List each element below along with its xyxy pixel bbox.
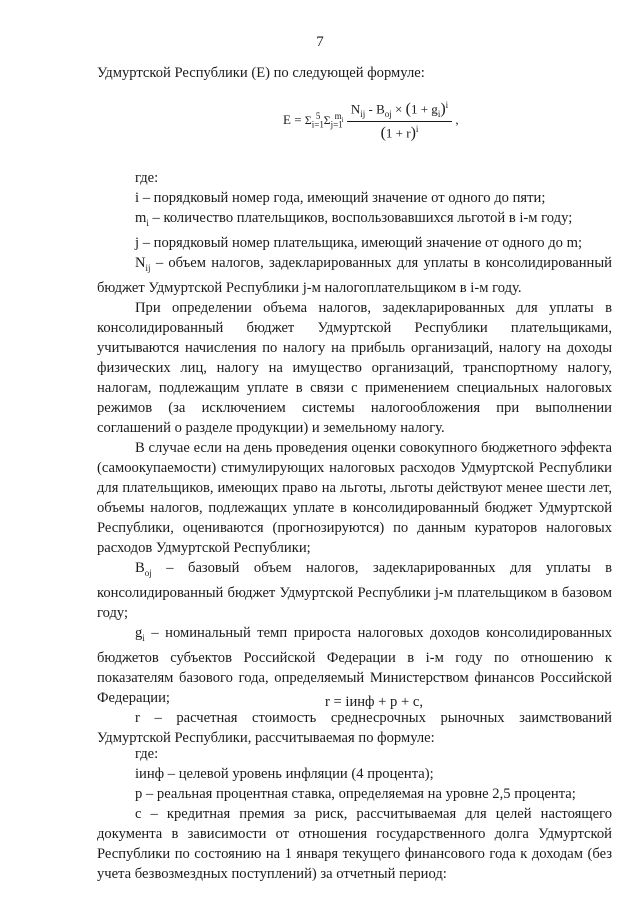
formula-e-fraction — [347, 100, 452, 142]
formula-e-comma: , — [455, 112, 459, 128]
definitions-block-2 — [97, 744, 612, 884]
formula-e-lhs: E = — [283, 112, 302, 128]
definition-p: p – реальная процентная ставка, определяемая на уровне 2,5 процента; — [135, 786, 576, 802]
formula-e — [283, 100, 459, 142]
definition-c: c – кредитная премия за риск, рассчитываемая для целей настоящего документа в зависимости от отношения государственного долга Удмуртской Республики по состоянию на 1 января текущего финансового года к доходам (без учета безвозмездных поступлений) за отчетный период: — [97, 806, 612, 882]
intro-line: Удмуртской Республики (Е) по следующей формуле: — [97, 65, 425, 81]
definition-m: $m_i$ – количество плательщиков, воспользовавшихся льготой в i-м году; — [135, 210, 573, 228]
definition-iinf: iинф – целевой уровень инфляции (4 процента); — [135, 766, 434, 782]
definition-g: $g_i$ – номинальный темп прироста налоговых доходов консолидированных бюджетов субъектов Российской Федерации в i-м году по отношению к показателям базового года, определяемый Министерством финансов Российской Федерации; — [97, 624, 612, 706]
definition-r: r – расчетная стоимость среднесрочных рыночных заимствований Удмуртской Республики, рассчитываемая по формуле: — [97, 709, 612, 746]
definition-i: i – порядковый номер года, имеющий значение от одного до пяти; — [135, 190, 546, 206]
definitions-block-1 — [97, 168, 612, 748]
definition-n: $N_{ij}$ – объем налогов, задекларированных для уплаты в консолидированный бюджет Удмуртской Республики j-м налогоплательщиком в i-м году. — [97, 254, 612, 296]
formula-r: r = iинф + p + c, — [325, 694, 423, 710]
formula-e-numerator: $N_{ij} - B_{oj} \times (1 + g_i)^i$ — [347, 100, 452, 122]
definition-j: j – порядковый номер плательщика, имеющий значение от одного до m; — [135, 234, 582, 251]
formula-e-sum-i: $\Sigma_{i=1}^5$ — [304, 111, 324, 130]
definition-b: $B_{oj}$ – базовый объем налогов, задекларированных для уплаты в консолидированный бюджет Удмуртской Республики j-м плательщиком в базовом году; — [97, 559, 612, 621]
where-label-1: где: — [135, 170, 159, 186]
where-label-2: где: — [135, 746, 159, 762]
paragraph-determination: При определении объема налогов, задекларированных для уплаты в консолидированный бюджет Удмуртской Республики плательщиками, учитываются начисления по налогу на прибыль организаций, налогу на доходы физических лиц, налогу на имущество организаций, транспортному налогу, налогам, подлежащим уплате в связи с применением специальных налоговых режимов (за исключением системы налогообложения при выполнении соглашений о разделе продукции) и земельному налогу. — [97, 299, 612, 436]
paragraph-case: В случае если на день проведения оценки совокупного бюджетного эффекта (самоокупаемости) стимулирующих налоговых расходов Удмуртской Республики для плательщиков, имеющих право на льготы, льготы действуют менее шести лет, объемы налогов, подлежащих уплате в консолидированный бюджет Удмуртской Республики, оцениваются (прогнозируются) по данным кураторов налоговых расходов Удмуртской Республики; — [97, 439, 612, 556]
formula-e-sum-j: $\Sigma_{j=1}^{m_i}$ — [323, 111, 344, 130]
formula-e-denominator: $(1 + r)^i$ — [380, 123, 419, 142]
page-number: 7 — [316, 34, 324, 50]
